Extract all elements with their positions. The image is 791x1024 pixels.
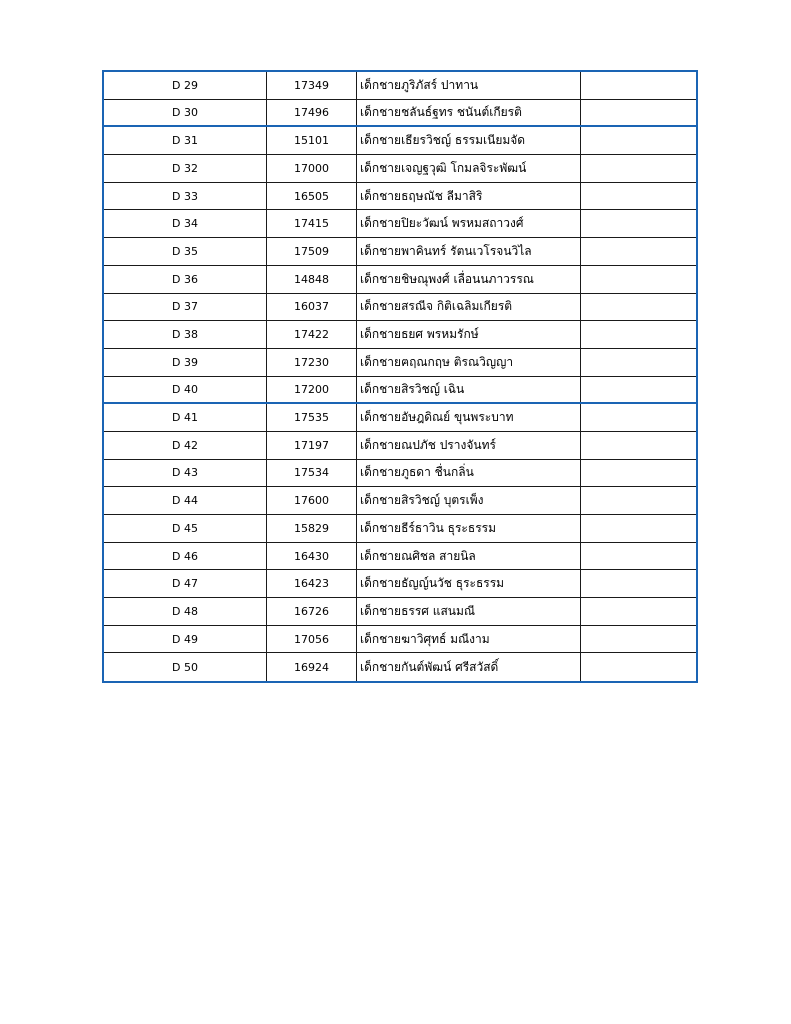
student-name: เด็กชายเธียรวิชญ์ ธรรมเนียมจัด	[357, 127, 581, 154]
blank-cell	[581, 349, 696, 376]
student-name: เด็กชายธีร์ธาวิน ธุระธรรม	[357, 515, 581, 542]
table-row	[104, 515, 696, 543]
student-name: เด็กชายธรรศ แสนมณี	[357, 598, 581, 625]
blank-cell	[581, 294, 696, 321]
student-name: เด็กชายภูริภัสร์ ปาทาน	[357, 72, 581, 99]
table-row	[104, 487, 696, 515]
student-id: 17349	[267, 72, 357, 99]
student-id: 16726	[267, 598, 357, 625]
blank-cell	[581, 127, 696, 154]
blank-cell	[581, 653, 696, 681]
student-code: D 48	[104, 598, 267, 625]
blank-cell	[581, 570, 696, 597]
table-row	[104, 294, 696, 322]
student-name: เด็กชายสิรวิชญ์ บุตรเพ็ง	[357, 487, 581, 514]
student-code: D 45	[104, 515, 267, 542]
blank-cell	[581, 432, 696, 459]
table-row	[104, 626, 696, 654]
table-row	[104, 72, 696, 100]
student-name: เด็กชายธฤษณัช ลีมาสิริ	[357, 183, 581, 210]
blank-cell	[581, 460, 696, 487]
student-name: เด็กชายชลันธ์ฐทร ชนันต์เกียรติ	[357, 100, 581, 126]
student-id: 17415	[267, 210, 357, 237]
blank-cell	[581, 266, 696, 293]
student-name: เด็กชายอัษฎดิณย์ ขุนพระบาท	[357, 404, 581, 431]
blank-cell	[581, 543, 696, 570]
student-code: D 36	[104, 266, 267, 293]
student-code: D 43	[104, 460, 267, 487]
table-row	[104, 377, 696, 405]
blank-cell	[581, 487, 696, 514]
blank-cell	[581, 238, 696, 265]
table-row	[104, 100, 696, 128]
student-id: 17534	[267, 460, 357, 487]
table-row	[104, 155, 696, 183]
student-id: 17056	[267, 626, 357, 653]
student-code: D 31	[104, 127, 267, 154]
blank-cell	[581, 210, 696, 237]
table-row	[104, 210, 696, 238]
table-row	[104, 349, 696, 377]
table-row	[104, 432, 696, 460]
table-row	[104, 238, 696, 266]
blank-cell	[581, 72, 696, 99]
student-name: เด็กชายฆาวิศุทธ์ มณีงาม	[357, 626, 581, 653]
student-code: D 30	[104, 100, 267, 126]
student-name: เด็กชายธยศ พรหมรักษ์	[357, 321, 581, 348]
student-id: 16423	[267, 570, 357, 597]
blank-cell	[581, 626, 696, 653]
student-code: D 29	[104, 72, 267, 99]
student-name: เด็กชายฅฤณกฤษ ติรณวิญญา	[357, 349, 581, 376]
student-code: D 37	[104, 294, 267, 321]
student-name: เด็กชายสรณีจ กิติเฉลิมเกียรติ	[357, 294, 581, 321]
student-id: 16924	[267, 653, 357, 681]
student-id: 17496	[267, 100, 357, 126]
blank-cell	[581, 377, 696, 403]
student-name: เด็กชายพาคินทร์ รัตนเวโรจนวิไล	[357, 238, 581, 265]
student-code: D 34	[104, 210, 267, 237]
student-code: D 41	[104, 404, 267, 431]
blank-cell	[581, 404, 696, 431]
student-code: D 42	[104, 432, 267, 459]
table-row	[104, 127, 696, 155]
table-row	[104, 653, 696, 681]
student-table	[102, 70, 698, 683]
student-name: เด็กชายเจญฐวุฒิ โกมลจิระพัฒน์	[357, 155, 581, 182]
student-id: 17000	[267, 155, 357, 182]
student-code: D 46	[104, 543, 267, 570]
student-code: D 38	[104, 321, 267, 348]
student-id: 16037	[267, 294, 357, 321]
table-row	[104, 404, 696, 432]
student-code: D 35	[104, 238, 267, 265]
student-name: เด็กชายปิยะวัฒน์ พรหมสถาวงศ์	[357, 210, 581, 237]
student-id: 17422	[267, 321, 357, 348]
blank-cell	[581, 515, 696, 542]
student-code: D 47	[104, 570, 267, 597]
student-name: เด็กชายกันต์พัฒน์ ศรีสวัสดิ์	[357, 653, 581, 681]
blank-cell	[581, 183, 696, 210]
student-id: 15829	[267, 515, 357, 542]
table-row	[104, 321, 696, 349]
blank-cell	[581, 598, 696, 625]
blank-cell	[581, 321, 696, 348]
student-code: D 40	[104, 377, 267, 403]
student-id: 16505	[267, 183, 357, 210]
student-code: D 50	[104, 653, 267, 681]
table-row	[104, 598, 696, 626]
blank-cell	[581, 155, 696, 182]
student-id: 16430	[267, 543, 357, 570]
student-id: 17600	[267, 487, 357, 514]
student-name: เด็กชายธัญญ์นวัช ธุระธรรม	[357, 570, 581, 597]
student-id: 17200	[267, 377, 357, 403]
student-name: เด็กชายสิรวิชญ์ เฉิน	[357, 377, 581, 403]
student-name: เด็กชายชิษณุพงศ์ เลื่อนนภาวรรณ	[357, 266, 581, 293]
student-id: 15101	[267, 127, 357, 154]
student-code: D 39	[104, 349, 267, 376]
student-id: 17509	[267, 238, 357, 265]
student-id: 17535	[267, 404, 357, 431]
student-id: 14848	[267, 266, 357, 293]
table-row	[104, 460, 696, 488]
blank-cell	[581, 100, 696, 126]
student-name: เด็กชายภูธดา ชื่นกลิ่น	[357, 460, 581, 487]
table-row	[104, 570, 696, 598]
student-name: เด็กชายณปภัช ปรางจันทร์	[357, 432, 581, 459]
student-id: 17197	[267, 432, 357, 459]
table-row	[104, 183, 696, 211]
table-row	[104, 266, 696, 294]
table-row	[104, 543, 696, 571]
student-id: 17230	[267, 349, 357, 376]
student-code: D 33	[104, 183, 267, 210]
student-code: D 49	[104, 626, 267, 653]
student-code: D 32	[104, 155, 267, 182]
student-name: เด็กชายณศิชล สายนิล	[357, 543, 581, 570]
student-code: D 44	[104, 487, 267, 514]
